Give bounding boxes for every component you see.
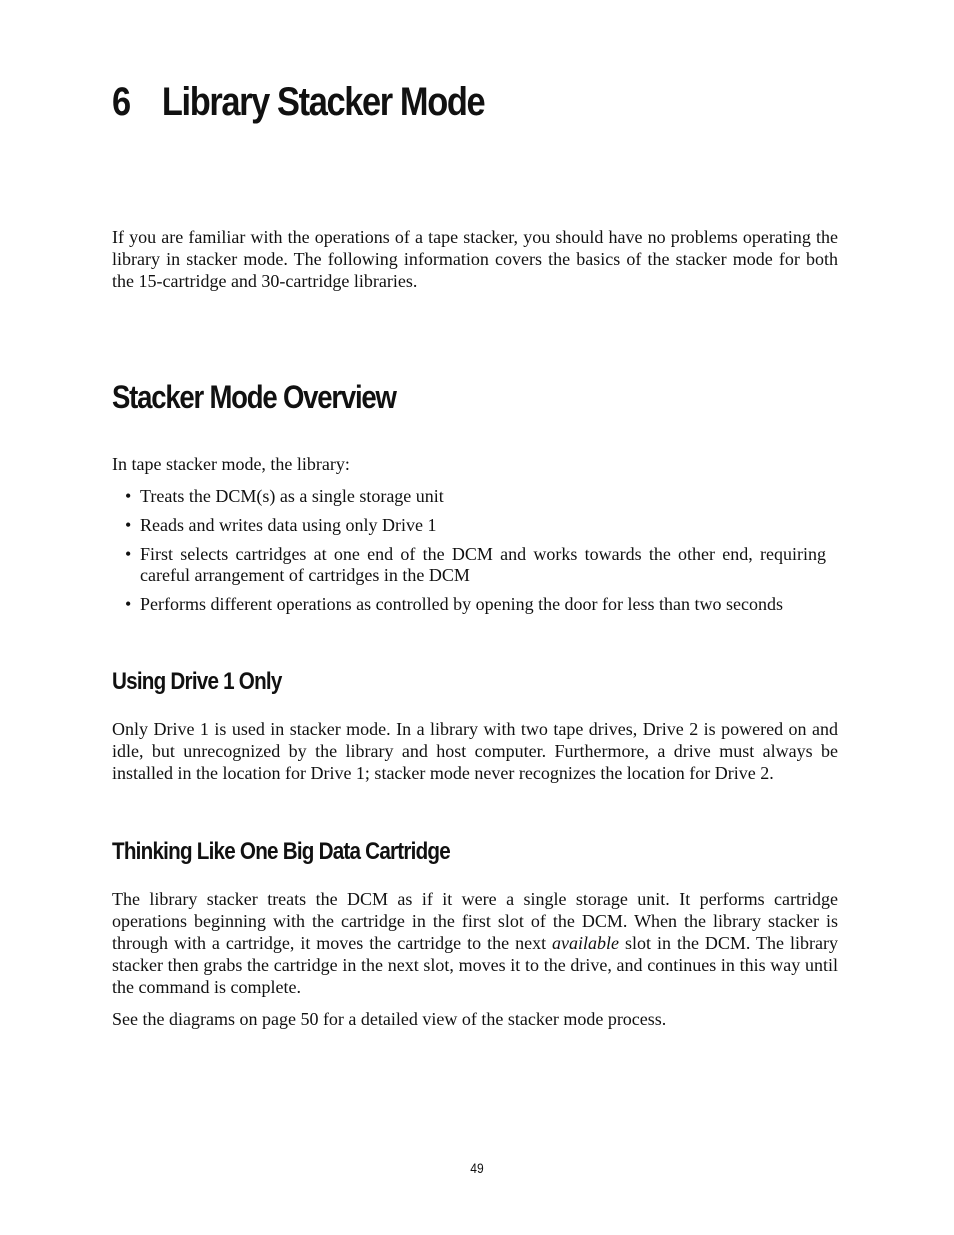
bullet-text: Reads and writes data using only Drive 1 <box>140 515 437 535</box>
list-item <box>112 515 826 536</box>
bullet-glyph: • <box>125 486 132 506</box>
bullet-text: Treats the DCM(s) as a single storage unit <box>140 486 444 506</box>
bullet-text: Performs different operations as controlled by opening the door for less than two seconds <box>140 594 784 614</box>
bullet-text: First selects cartridges at one end of the DCM and works towards the other end, requiring careful arrangement of cartridges in the DCM <box>140 544 826 585</box>
overview-lead: In tape stacker mode, the library: <box>112 454 350 474</box>
see-also-paragraph: See the diagrams on page 50 for a detailed view of the stacker mode process. <box>112 1009 667 1029</box>
list-item <box>112 544 826 586</box>
drive-paragraph: Only Drive 1 is used in stacker mode. In a library with two tape drives, Drive 2 is powered on and idle, but unrecognized by the library and host computer. Furthermore, a drive must always be installed in the location for Drive 1; stacker mode never recognizes the location for Drive 2. <box>112 719 838 783</box>
chapter-number: 6 <box>112 80 130 124</box>
emphasis-available: available <box>552 933 620 953</box>
cartridge-block <box>112 888 838 1030</box>
chapter-title <box>112 78 484 126</box>
cartridge-paragraph <box>112 888 838 998</box>
overview-bullet-list <box>112 486 838 615</box>
cartridge-text-part-2: slot in the DCM. The library stacker then grabs the cartridge in the next slot, moves it to the drive, and continues in this way until the command is complete. <box>112 933 838 997</box>
page-number: 49 <box>470 1160 484 1176</box>
chapter-title-text: Library Stacker Mode <box>161 80 485 124</box>
section-heading-overview: Stacker Mode Overview <box>112 379 396 415</box>
bullet-glyph: • <box>125 594 132 614</box>
cartridge-text-part-1: The library stacker treats the DCM as if it were a single storage unit. It performs cartridge operations beginning with the cartridge in the first slot of the DCM. When the library stacker is through with a cartridge, it moves the cartridge to the next <box>112 889 838 953</box>
bullet-glyph: • <box>125 544 132 564</box>
intro-paragraph: If you are familiar with the operations of a tape stacker, you should have no problems operating the library in stacker mode. The following information covers the basics of the stacker mode for both the 15-cartridge and 30-cartridge libraries. <box>112 227 838 291</box>
bullet-glyph: • <box>125 515 132 535</box>
subsection-heading-drive: Using Drive 1 Only <box>112 668 282 695</box>
subsection-heading-cartridge: Thinking Like One Big Data Cartridge <box>112 838 450 865</box>
list-item <box>112 594 826 615</box>
list-item <box>112 486 826 507</box>
overview-block <box>112 453 838 623</box>
